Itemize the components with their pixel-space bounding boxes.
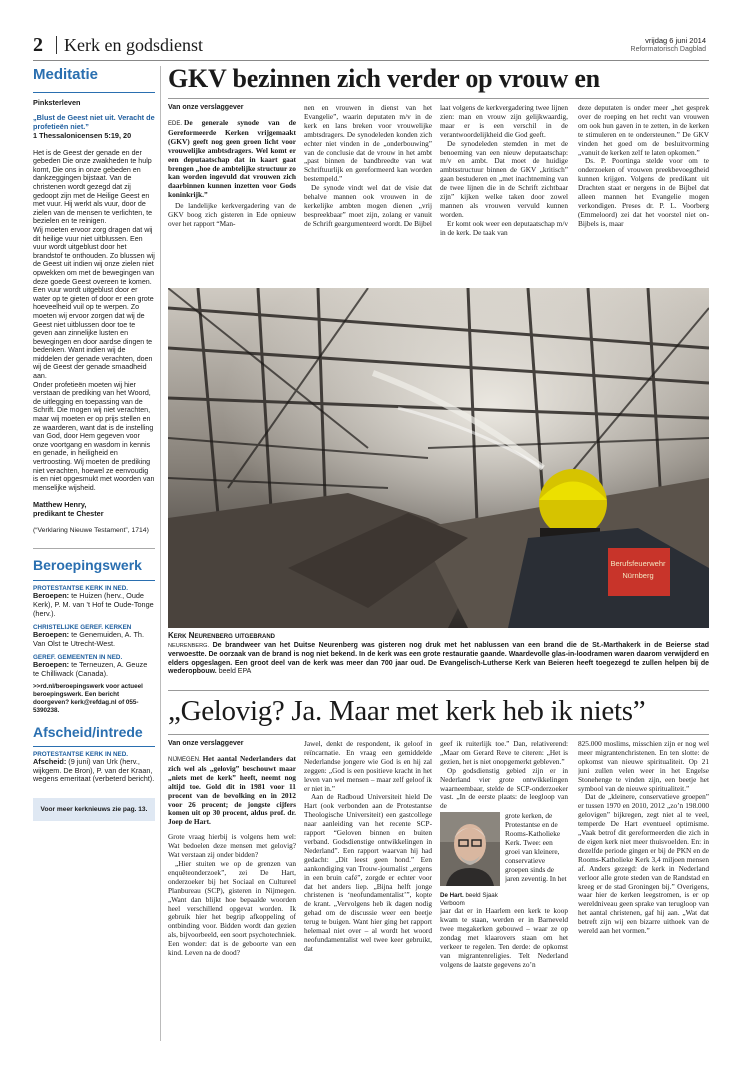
meditatie-text [33, 149, 155, 493]
meditatie-subtitle: Pinksterleven [33, 98, 81, 107]
portrait-photo [440, 812, 500, 886]
afscheid-title: Afscheid/intrede [33, 723, 143, 740]
section-title: Kerk en godsdienst [64, 35, 203, 55]
article1-col3 [440, 104, 568, 284]
article2-col1 [168, 740, 296, 1044]
beroep-text: te Terneuzen, A. Geuze te Chilliwack (Canada). [33, 659, 148, 678]
afscheid-entry [33, 758, 155, 785]
fire-photo [168, 288, 709, 628]
meditatie-author-role: predikant te Chester [33, 509, 104, 519]
beroep-church-label: GEREF. GEMEENTEN IN NED. [33, 653, 123, 661]
article2-place: NIJMEGEN. [168, 757, 201, 763]
more-news-text: Voor meer kerknieuws zie pag. 13. [40, 806, 148, 814]
beroepingswerk-title: Beroepingswerk [33, 557, 142, 574]
header-rule [33, 60, 709, 61]
article1-place: EDE. [168, 121, 183, 127]
article1-byline: Van onze verslaggever [168, 104, 244, 111]
beroep-church-label: PROTESTANTSE KERK IN NED. [33, 585, 129, 593]
article1-paragraph: Ds. P. Poortinga stelde voor om te onderzoeken of vrouwen preekbevoegdheid kunnen krijgen. Volgens de predikant uit Drachten staat er nergens in de Bijbel dat alleen mannen het Evangelie mogen verkondigen. Preses dr. P. L. Voorberg (Emmeloord) zei dat het voorstel niet on-Bijbels is, maar [578, 156, 709, 228]
article2-paragraph: 825.000 moslims, misschien zijn er nog wel meer migrantenchristenen. En ten slotte: de opkomst van nieuwe spiritualiteit. Op 21 juni zullen velen weer in het Engelse Stonehenge te vinden zijn, een beetje het symbool van de nieuwe spiritualiteit.” [578, 740, 709, 793]
article2-col4 [578, 740, 709, 1044]
article2-paragraph: „Hier stuiten we op de grenzen van enquêteonderzoek”, zei De Hart, onderzoeker bij het Sociaal en Cultureel Planbureau (SCP), gisteren in Nijmegen. „Want dan blijkt hoe bepaalde woorden heel verschillend opgevat worden. Ik gebruik hier het begrip afkoppeling of ontbinding voor. Bidden wordt dan gezien als, bijvoorbeeld, een soort psychotechniek. Een wonder: dat is de geboorte van een kind. Leven na de dood? [168, 858, 296, 958]
caption-body: De brandweer van het Duitse Neurenberg was gisteren nog druk met het nablussen van een brand die de St.-Marthakerk in de Beierse stad verwoestte. De oorzaak van de brand is nog niet bekend. In de kerk was een grote restauratie gaande. Waardevolle glas-in-loodramen waren daarom verwijderd en elders opgeslagen. Een groot deel van de kerk was meer dan 700 jaar oud. De Evangelisch-Lutherse Kerk van Beieren heeft toegezegd te zullen helpen bij de wederopbouw. [168, 642, 709, 676]
portrait-wrap-text [505, 812, 568, 907]
beroep-entry [33, 631, 155, 649]
caption-credit: beeld EPA [218, 668, 252, 676]
article1-col4 [578, 104, 709, 284]
article1-col2 [304, 104, 432, 284]
article1-paragraph: De synodeleden stemden in met de benoeming van een nieuw deputaatschap: m/v en ambt. Dat moet de huidige ambtsstructuur binnen de GKV „kritisch” gaan bestuderen en „met inachtneming van de twee lijnen die in de Schrift zichtbaar zijn” kijken welke taken door zowel mannen als vrouwen vervuld kunnen worden. [440, 138, 568, 219]
sidebar-rule [33, 92, 155, 93]
meditatie-reference: 1 Thessalonicensen 5:19, 20 [33, 130, 132, 140]
sidebar-rule [33, 580, 155, 581]
article2-col3-top [440, 740, 568, 811]
article2-rule [168, 734, 709, 735]
afscheid-text: (9 juni) van Urk (herv., wijkgem. De Bron), P. van der Kraan, wegens emeritaat (verbeterd bericht). [33, 756, 155, 784]
article1-paragraph: Er komt ook weer een deputaatschap m/v in de kerk. De taak van [440, 218, 568, 237]
meditatie-title: Meditatie [33, 66, 99, 83]
portrait-name: De Hart. [440, 892, 464, 900]
article2-byline: Van onze verslaggever [168, 740, 244, 747]
beroep-group [33, 585, 155, 619]
portrait-wrap [440, 812, 568, 907]
header-divider [56, 36, 57, 54]
beroep-text: te Huizen (herv., Oude Kerk), P. M. van ’t Hof te Oude-Tonge (herv.). [33, 591, 154, 618]
portrait-caption [440, 892, 500, 907]
beroep-entry [33, 592, 155, 619]
sidebar [33, 66, 155, 1041]
beroep-group [33, 624, 155, 649]
article1-paragraph: De landelijke kerkvergadering van de GKV boog zich gisteren in Ede opnieuw over het rapport “Man- [168, 202, 296, 228]
header-date: vrijdag 6 juni 2014 [645, 36, 706, 45]
article2-paragraph: Grote vraag hierbij is volgens hem wel: Wat bedoelen deze mensen met gelovig? Wat verstaan zij onder bidden? [168, 833, 296, 860]
meditatie-paragraph: Het is de Geest der genade en der gebeden Die onze zwakheden te hulp komt, Die ons in onze gebeden en dankzeggingen bijstaat. Van de christenen wordt gezegd dat zij gedoopt zijn met de Heilige Geest en met vuur. Hij werkt als vuur, door de zielen van de mensen te verlichten, te bezielen en te reinigen. [33, 148, 153, 226]
fire-photo-illustration [168, 288, 709, 628]
article1-lead [168, 119, 296, 200]
article1-headline: GKV bezinnen zich verder op vrouw en [168, 64, 600, 93]
meditatie-paragraph: Onder profetieën moeten wij hier verstaan de prediking van het Woord, de uitlegging en toepassing van de Schrift. Die mogen wij niet verachten, maar wij moeten er op prijs stellen en ze waarderen, want dat is de instelling van God, door Hem gegeven voor onze voortgang en wasdom in kennis en genade, in heiligheid en vertroosting. Wij moeten de prediking niet verachten, hoewel ze eenvoudig is en niet opgesmukt met woorden van menselijke wijsheid. [33, 380, 155, 492]
photo-caption [168, 642, 709, 677]
beroep-note[interactable]: >>rd.nl/beroepingswerk voor actueel beroepingswerk. Een bericht doorgeven? kerk@refdag.nl of 055-5390238. [33, 683, 143, 714]
caption-place: NEURENBERG. [168, 643, 210, 649]
helmet-text-1: Berufsfeuerwehr [610, 559, 666, 568]
beroep-group [33, 654, 155, 679]
beroep-entry [33, 661, 155, 679]
beroep-kind: Beroepen: [33, 629, 70, 639]
helmet-text-2: Nürnberg [622, 571, 654, 580]
article1-paragraph: De synode vindt wel dat de visie dat behalve mannen ook vrouwen in de kerkelijke ambten mogen dienen „vrij bespreekbaar” moet zijn, zolang er vanuit de Schrift geargumenteerd wordt. De Bijbel [304, 183, 432, 228]
article2-headline: „Gelovig? Ja. Maar met kerk heb ik niets” [168, 695, 646, 727]
beroep-kind: Beroepen: [33, 591, 70, 601]
sidebar-rule [33, 746, 155, 747]
beroep-kind: Beroepen: [33, 659, 70, 669]
article2-lead [168, 755, 296, 827]
portrait-credit: beeld Sjaak Verboom [440, 892, 498, 907]
article2-paragraph: grote kerken, de Protestantse en de Rooms-Katholieke Kerk. Twee: een groei van kleinere, conservatieve groepen sinds de jaren zeventig. In het [505, 812, 567, 883]
article2-paragraph: Dat de „kleinere, conservatieve groepen” er tussen 1970 en 2010, 2012 „zo’n 198.000 gelovigen” bijkregen, zegt niet al te veel, temperde De Hart eventueel optimisme. „Vaak betrof dit gereformeerden die zich in de eigen kerk niet meer thuisvoelden. En: in dezelfde periode gingen er bij de PKN en de Rooms-Katholieke Kerk 3,4 miljoen mensen af. Anders gezegd: de kerk in Nederland verloor alle grote steden van de Randstad en kreeg er de stad Groningen bij.” Overigens, waar hier de kerken leegstromen, is er op wereldniveau geen sprake van terugloop van het aantal christenen, gaf hij aan. „Wat dat betreft zijn wij een bizarre uithoek van de wereld aan het vormen.” [578, 792, 709, 936]
article1-paragraph: nen en vrouwen in dienst van het Evangelie”, waarin deputaten m/v in de kerk en lans breken voor vrouwelijke ambtsdragers. De synodeleden konden zich echter niet vinden in de „onderbouwing” van de conclusie dat de vrouw in het ambt „past binnen de bandbreedte van wat Schriftuurlijk en gereformeerd kan worden bestempeld.” [304, 104, 432, 184]
portrait-block [440, 812, 500, 907]
article1-text [168, 202, 296, 229]
afscheid-kind: Afscheid: [33, 756, 67, 766]
article1-lead-text: De generale synode van de Gereformeerde Kerken vrijgemaakt (GKV) geeft nog geen groen licht voor vrouwelijke ambtsdragers. Wel komt er een deputaatschap dat in kaart gaat brengen „hoe de ambtelijke structuur zo kan worden ingevuld dat vrouwen zich daarbinnen kunnen inzetten voor Gods koninkrijk.” [168, 119, 296, 200]
more-news-box[interactable] [33, 798, 155, 821]
article2-col3-bottom [440, 907, 568, 969]
article2-paragraph: geef ik ruiterlijk toe.” Dan, relativerend: „Maar om Gerard Reve te citeren: „Het is gezien, het is niet onopgemerkt gebleven.” [440, 740, 568, 766]
meditatie-source: (“Verklaring Nieuwe Testament”, 1714) [33, 527, 149, 535]
article2-paragraph: Jawel, denkt de respondent, ik geloof in reïncarnatie. En vraag een gemiddelde Nederlandse jongere wie God is en hij zal zeggen: „God is een positieve kracht in het leven van wel mensen – maar zelf geloof ik er niet in.” [304, 740, 432, 793]
article2-text [168, 833, 296, 958]
afscheid-church-label: PROTESTANTSE KERK IN NED. [33, 750, 129, 758]
article1-col1 [168, 104, 296, 284]
article1-paragraph: laat volgens de kerkvergadering twee lijnen zien: man en vrouw zijn gelijkwaardig, maar er is een verschil in de verantwoordelijkheid die God geeft. [440, 104, 568, 139]
article2-lead-text: Het aantal Nederlanders dat zich wel als „gelovig” beschouwt maar „niets met de kerk” heeft, neemt nog altijd toe. Gold dit in 1981 voor 11 procent van de bevolking en in 2012 voor 26 procent; de jongste cijfers komen uit op 30 procent, aldus prof. dr. Joep de Hart. [168, 755, 296, 827]
meditatie-author: Matthew Henry, [33, 500, 87, 510]
meditatie-quote: „Blust de Geest niet uit. Veracht de profetieën niet.” [33, 112, 155, 131]
article2-paragraph: Aan de Radboud Universiteit hield De Hart (ook verbonden aan de Protestantse Theologische Universiteit) een gastcollege naar aanleiding van het recente SCP-rapport “Geloven binnen en buiten verband. Godsdienstige ontwikkelingen in Nederland”. Een rapport waarvan hij had gedacht: „Dit leest geen hond.” Een aankondiging van Trouw-journalist „ergens in een bruin café”, zorgde er echter voor dat het anders liep. „Bijna helft jonge christenen is ‘neofundamentalist’”, kopte de krant. „Vervolgens heb ik dagen nodig gehad om de discussie weer een beetje terug te buigen. Want hier ging het rapport helemaal niet over – al wordt het woord neofundamentalist wel twee keer gebruikt, dat [304, 792, 432, 953]
article1-paragraph: deze deputaten is onder meer „het gesprek over de roeping en het recht van vrouwen om ook hun gaven in te zetten, in de kerken te stimuleren en te ondersteunen.” De GKV vinden het goed om de besluitvorming „vanuit de kerken zelf te laten opkomen.” [578, 104, 709, 157]
photo-caption-head: Kerk Neurenberg uitgebrand [168, 631, 276, 640]
beroep-church-label: CHRISTELIJKE GEREF. KERKEN [33, 623, 132, 631]
article2-paragraph: Op godsdienstig gebied zijn er in Nederland vier grote ontwikkelingen waarneembaar, stelde de SCP-onderzoeker vast. „In de eerste plaats: de leegloop van de [440, 765, 568, 811]
article2-top-rule [168, 690, 709, 691]
header-paper: Reformatorisch Dagblad [630, 46, 706, 53]
article2-col3 [440, 740, 568, 1044]
article2-paragraph: jaar dat er in Haarlem een kerk te koop kwam te staan, werden er in Barneveld twee megakerken gebouwd – waar ze op zondag met klaarovers staan om het verkeer te regelen. Ten derde: de opkomst van migrantenreligies. Telt Nederland volgens de laatste gegevens zo’n [440, 907, 568, 969]
column-divider [160, 66, 161, 1041]
sidebar-rule [33, 548, 155, 549]
article2-col2 [304, 740, 432, 1044]
article1-rule [168, 98, 709, 99]
meditatie-paragraph: Wij moeten ervoor zorg dragen dat wij dit heilige vuur niet uitblussen. Een vuur wordt uitgeblust door het brandstof te onthouden. Zo blussen wij de Geest uit indien wij onze zielen niet opwekken om met de bewegingen van deze goede Geest overeen te komen. Een vuur wordt uitgeblust door er water op te gieten of door er een grote hoeveelheid vuil op te werpen. Zo moeten wij ervoor zorgen dat wij de Geest niet uitblussen door toe te geven aan zinnelijke lusten en bewegingen en door aardse dingen te bedenken. Want indien wij de middelen der genade verachten, doen wij de Geest der genade smaadheid aan. [33, 225, 155, 381]
page-number: 2 [33, 34, 43, 56]
beroep-text: te Genemuiden, A. Th. Van Olst te Utrecht-West. [33, 629, 145, 648]
